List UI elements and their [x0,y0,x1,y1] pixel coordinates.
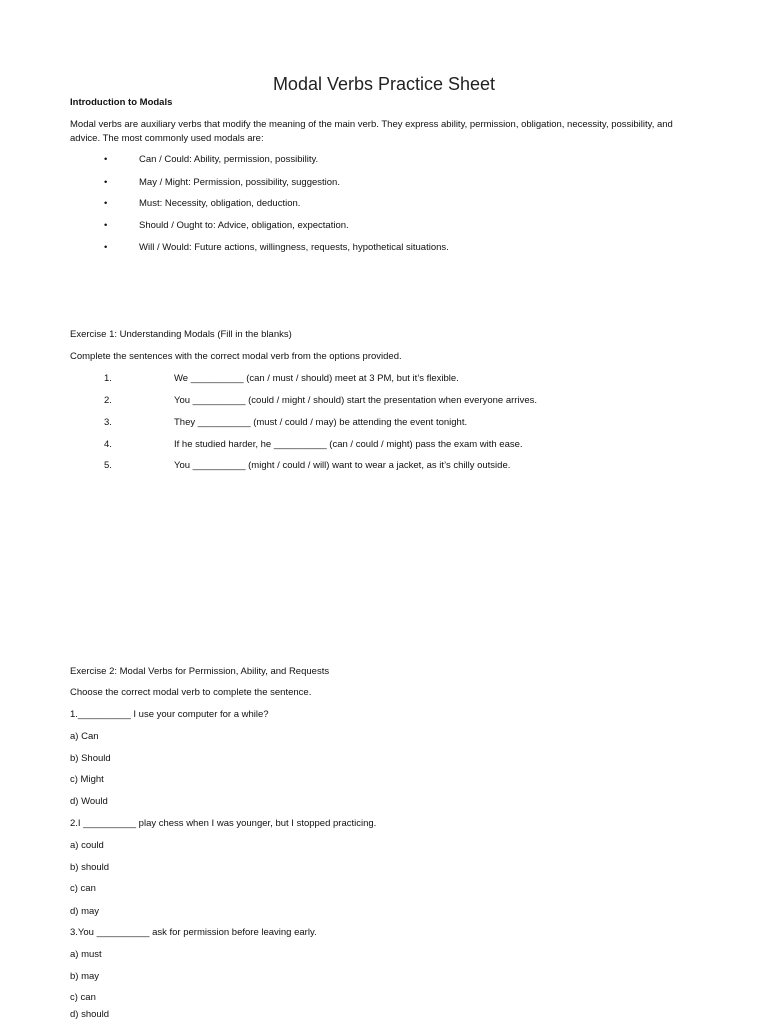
item-number: 3. [104,417,112,428]
question-text: 2.I __________ play chess when I was younger, but I stopped practicing. [70,818,377,829]
bullet-dot: • [104,177,108,188]
bullet-dot: • [104,198,108,209]
item-text: You __________ (might / could / will) want to wear a jacket, as it’s chilly outside. [174,460,511,471]
bullet-text: Will / Would: Future actions, willingness, requests, hypothetical situations. [139,242,449,253]
bullet-item [104,153,318,166]
exercise1-instruction: Complete the sentences with the correct modal verb from the options provided. [70,351,402,362]
answer-option: b) Should [70,753,111,764]
exercise1-item [104,459,510,472]
item-number: 5. [104,460,112,471]
page-title: Modal Verbs Practice Sheet [272,74,496,94]
bullet-text: Must: Necessity, obligation, deduction. [139,198,301,209]
exercise1-heading: Exercise 1: Understanding Modals (Fill in the blanks) [70,329,292,340]
answer-option: b) should [70,862,110,873]
item-text: You __________ (could / might / should) start the presentation when everyone arrives. [174,395,537,406]
bullet-text: May / Might: Permission, possibility, suggestion. [139,177,340,188]
item-number: 2. [104,395,112,406]
item-text: They __________ (must / could / may) be attending the event tonight. [174,417,468,428]
bullet-item [104,241,449,254]
exercise1-item [104,416,467,429]
exercise1-item [104,438,523,451]
intro-heading: Introduction to Modals [70,97,173,108]
answer-option: c) can [70,992,96,1003]
bullet-item [104,197,300,210]
exercise2-heading: Exercise 2: Modal Verbs for Permission, Ability, and Requests [70,666,330,677]
item-text: We __________ (can / must / should) meet at 3 PM, but it’s flexible. [174,373,459,384]
exercise1-item [104,372,459,385]
answer-option: a) could [70,840,104,851]
answer-option: d) Would [70,796,108,807]
exercise2-instruction: Choose the correct modal verb to complete the sentence. [70,687,312,698]
answer-option: c) Might [70,774,104,785]
item-number: 1. [104,373,112,384]
bullet-item [104,176,340,189]
bullet-dot: • [104,220,108,231]
bullet-item [104,219,349,232]
question-text: 1.__________ I use your computer for a while? [70,709,269,720]
intro-paragraph: Modal verbs are auxiliary verbs that modify the meaning of the main verb. They express ability, permission, obligation, necessity, possibility, and advice. The most commonly used modals are: [70,119,673,144]
bullet-dot: • [104,154,108,165]
exercise1-item [104,394,537,407]
answer-option: d) may [70,906,100,917]
answer-option: d) should [70,1009,110,1020]
answer-option: c) can [70,883,96,894]
answer-option: b) may [70,971,100,982]
item-text: If he studied harder, he __________ (can / could / might) pass the exam with ease. [174,439,523,450]
bullet-text: Should / Ought to: Advice, obligation, expectation. [139,220,349,231]
bullet-text: Can / Could: Ability, permission, possibility. [139,154,319,165]
item-number: 4. [104,439,112,450]
bullet-dot: • [104,242,108,253]
answer-option: a) must [70,949,102,960]
question-text: 3.You __________ ask for permission before leaving early. [70,927,317,938]
answer-option: a) Can [70,731,99,742]
